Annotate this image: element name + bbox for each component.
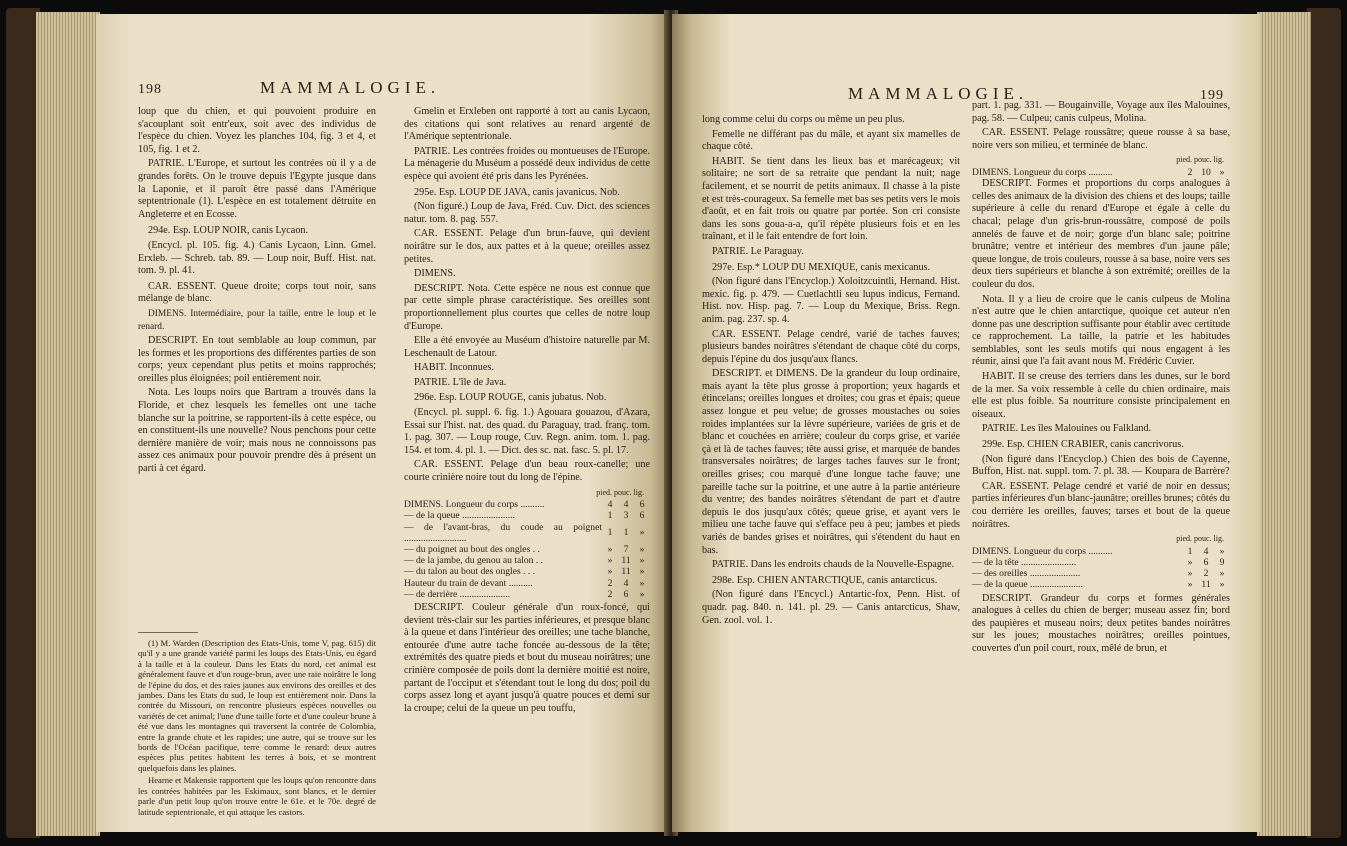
dimension-label: — de la queue ...................... <box>972 579 1083 591</box>
left-page <box>96 14 668 832</box>
dimension-value: 11 <box>621 555 631 567</box>
dimension-value: 3 <box>623 510 629 522</box>
car-essent: CAR. ESSENT. Pelage d'un beau roux-canelle; une courte crinière noire tout du long de l'épine. <box>404 459 650 484</box>
left-column-1 <box>138 106 376 478</box>
car-essent: CAR. ESSENT. Pelage roussâtre; queue rousse à sa base, noire vers son milieu, et terminée de blanc. <box>972 127 1230 151</box>
page-number: 198 <box>138 82 162 97</box>
running-title: MAMMALOGIE. <box>848 84 1029 103</box>
description: DESCRIPT. Couleur générale d'un roux-foncé, qui devient très-clair sur les parties inférieures, et presque blanc à la queue et dans l'intérieur des oreilles; une tache blanche, entourée d'une autre tache foncée au-dessous de la tête; extrémités des quatre pieds et bout du museau noirâtres; une crinière composée de poils dont la dernière moitié est noire, partant de l'occiput et s'étendant tout le long du dos; poil du corps assez long et ayant jusqu'à quatre pouces et demi sur la croupe; celui de la queue un peu touffu, <box>404 602 650 714</box>
car-essent: CAR. ESSENT. Pelage cendré, varié de taches fauves; plusieurs bandes noirâtres s'étendant de chaque côté du corps, depuis l'épine du dos jusqu'aux flancs. <box>702 328 960 365</box>
table-row <box>972 167 1230 178</box>
page-number: 199 <box>1200 88 1224 103</box>
description: DESCRIPT. En tout semblable au loup commun, par les formes et les proportions des différentes parties de son corps; yeux cependant plus petits et moins rapprochés; oreilles plus éloignées; poil entièrement noir. <box>138 335 376 384</box>
paragraph: part. 1. pag. 331. — Bougainville, Voyage aux îles Malouines, pag. 58. — Culpeu; canis culpeus, Molina. <box>972 100 1230 124</box>
patrie-paragraph: PATRIE. Les îles Malouines ou Falkland. <box>982 423 1152 435</box>
dimension-value: 11 <box>1201 579 1211 591</box>
units-header: pied. pouc. lig. <box>1176 534 1224 544</box>
dimension-value: » <box>639 527 645 539</box>
dimension-label: DIMENS. Longueur du corps .......... <box>972 545 1113 557</box>
dimens: DIMENS. Intermédiaire, pour la taille, entre le loup et le renard. <box>138 308 376 332</box>
right-column-2 <box>972 100 1230 658</box>
species-heading: 298e. Esp. CHIEN ANTARCTIQUE, canis antarcticus. <box>712 574 938 586</box>
species-references: (Non figuré dans l'Encyclop.) Xoloitzcuintli, Hernand. Hist. mexic. fig. p. 479. — Cuetlachtli seu lupus indicus, Fernand. Hist. nov. Hisp. pag. 7. — Loup du Mexique, Briss. Regn. anim. pag. 237. sp. 4. <box>702 276 960 325</box>
dimension-value: » <box>1187 568 1193 580</box>
dimension-value: » <box>607 544 613 556</box>
description: DESCRIPT. Nota. Cette espèce ne nous est connue que par cette simple phrase caractéristique. Ses oreilles sont proportionnellement plus courtes que celles de notre loup d'Europe. <box>404 282 650 332</box>
dimension-value: 1 <box>1187 545 1193 557</box>
table-row <box>404 499 650 510</box>
patrie-paragraph: PATRIE. L'île de Java. <box>414 376 507 388</box>
page-edges-right <box>1257 12 1311 836</box>
species-references: (Non figuré.) Loup de Java, Fréd. Cuv. Dict. des sciences natur. tom. 8. pag. 557. <box>404 201 650 225</box>
dimension-value: 9 <box>1219 557 1225 568</box>
table-row <box>404 578 650 589</box>
dimension-value: » <box>1219 568 1225 580</box>
description: DESCRIPT. Formes et proportions du corps analogues à celles des animaux de la division des chiens et des loups; taille supérieure à celle du renard d'Europe et égale à celle du chacal; pelage d'un gris-brun-roussâtre, composé de poils annelés de fauve et de noir; gorge d'un blanc sale; poitrine brunâtre; ventre et intérieur des membres d'un jaune pâle; queue longue, de trois couleurs, rousse à sa base, noire vers ses deux tiers supérieurs et blanche à son extrémité; oreilles de la couleur du dos. <box>972 178 1230 290</box>
dimension-value: » <box>607 555 613 567</box>
paragraph: loup que du chien, et qui pouvoient produire en s'acouplant soit entr'eux, soit avec des individus de l'espèce du chien. Voyez les planches 104, fig. 3 et 4, et 105, fig. 1 et 2. <box>138 106 376 155</box>
dimension-label: — du poignet au bout des ongles . . <box>404 544 540 556</box>
dimension-label: — des oreilles ..................... <box>972 568 1081 580</box>
dimension-value: » <box>607 566 613 578</box>
dimension-label: — du talon au bout des ongles . . . <box>404 566 536 578</box>
table-row <box>404 589 650 600</box>
dimension-value: » <box>639 577 645 589</box>
dimension-label: DIMENS. Longueur du corps .......... <box>404 499 545 511</box>
species-references: (Non figuré dans l'Encyclop.) Chien des bois de Cayenne, Buffon, Hist. nat. suppl. tom. 7. pl. 38. — Koupara de Barrère? <box>972 453 1230 478</box>
dimension-value: » <box>1219 579 1225 591</box>
units-header: pied. pouc. lig. <box>1176 155 1224 165</box>
dimension-value: 1 <box>607 527 613 539</box>
dimension-label: — de la tête ....................... <box>972 557 1077 568</box>
footnote <box>138 638 376 819</box>
patrie-paragraph: PATRIE. Les contrées froides ou montueuses de l'Europe. La ménagerie du Muséum a possédé deux individus de cette espèce qui avoient été pris dans les Pyrénées. <box>404 145 650 182</box>
footnote-text-2: Hearne et Makensie rapportent que les loups qu'on rencontre dans les contrées habitées par les Eskimaux, sont blancs, et le dernier parle d'un petit loup qu'on trouve entre le 61e. et le 70e. degré de latitude septentrionale, et qui attaque les castors. <box>138 775 376 817</box>
dimension-value: » <box>639 566 645 578</box>
dimension-value: » <box>1219 545 1225 557</box>
dimension-value: » <box>1187 579 1193 591</box>
description: DESCRIPT. et DIMENS. De la grandeur du loup ordinaire, mais ayant la tête plus grosse à proportion; yeux hagards et étincelans; oreilles longues et droites; cou gras et épais; queue assez longue et peu velue; de grosses moustaches ou soies roides implantées sur la lèvre supérieure, variées de gris et de blanc et couchées en arrière; couleur du corps grise, et variée çà et là de taches fauves; tête aussi grise, et marquée de bandes transversales noirâtres; de larges taches fauves sur le front; oreilles grises; cou marqué d'une longue tache fauve; une pareille tache sur la poitrine, et une autre à la partie antérieure du ventre; des bandes noirâtres s'étendant de part et d'autre depuis le dos jusqu'aux côtés; queue grise, et ayant vers le milieu une tache fauve qui s'efface peu à peu; jambes et pieds variés de bandes grises et noirâtres, qui s'étendent du haut en bas. <box>702 368 960 556</box>
dimension-value: » <box>639 544 645 556</box>
paragraph: long comme celui du corps ou même un peu plus. <box>702 114 905 125</box>
description: DESCRIPT. Grandeur du corps et formes générales analogues à celles du chien de berger; museau assez fin; bord des paupières et museau noirs; deux petites bandes noirâtres sur les joues; moustaches noirâtres; oreilles pointues, couvertes d'un poil court, roux, mêlé de brun, et <box>972 592 1230 654</box>
table-row <box>404 522 650 544</box>
page-edges-left <box>36 12 100 836</box>
car-essent: CAR. ESSENT. Queue droite; corps tout noir, sans mélange de blanc. <box>138 280 376 305</box>
species-heading: 294e. Esp. LOUP NOIR, canis Lycaon. <box>148 225 309 237</box>
dimensions-table <box>972 167 1230 178</box>
paragraph: Gmelin et Erxleben ont rapporté à tort au canis Lycaon, des citations qui sont relatives au renard argenté de l'Amérique septentrionale. <box>404 106 650 143</box>
table-row <box>972 557 1230 568</box>
dimension-value: » <box>639 555 645 567</box>
footnote-rule <box>138 632 198 633</box>
table-row <box>972 546 1230 557</box>
running-title: MAMMALOGIE. <box>260 78 441 97</box>
book-cover-left <box>6 8 40 838</box>
dimension-value: 4 <box>1203 545 1209 557</box>
dimension-value: 11 <box>621 566 631 578</box>
dimension-label: DIMENS. Longueur du corps .......... <box>972 166 1113 178</box>
species-references: (Non figuré dans l'Encycl.) Antartic-fox, Penn. Hist. of quadr. pag. 840. n. 141. pl. 29. — Canis antarcticus, Shaw, Gen. zool. vol. 1. <box>702 589 960 626</box>
dimension-value: 7 <box>623 544 629 556</box>
patrie-paragraph: PATRIE. L'Europe, et surtout les contrées où il y a de grandes forêts. On le trouve depuis l'Egypte jusque dans la Laponie, et il paroît être passé dans l'Amérique septentrionale (1). L'espèce en est totalement détruite en Angleterre et en Ecosse. <box>138 158 376 220</box>
habit: HABIT. Se tient dans les lieux bas et marécageux; vit solitaire; ne sort de sa retraite que pendant la nuit; nage facilement, et se nourrit de petits animaux. Il chasse à la piste et est très-courageux. Sa femelle met bas ses petits vers le mois d'août, et en fait trois ou quatre par portée. Son cri consiste dans les sons goua-a-a, qu'il répète plusieurs fois et en les traînant, et il le fait entendre de fort loin. <box>702 155 961 243</box>
nota: Nota. Les loups noirs que Bartram a trouvés dans la Floride, et chez lesquels les femelles ont une tache blanche sur la poitrine, se rapportent-ils à cette espèce, ou en constituent-ils une nouvelle? Nous penchons pour cette dernière manière de voir; mais nous ne connoissons pas assez ces animaux pour pouvoir prendre dès à présent un parti à cet égard. <box>138 387 376 475</box>
patrie-paragraph: PATRIE. Le Paraguay. <box>712 245 804 257</box>
book-cover-right <box>1307 8 1341 838</box>
dimension-value: » <box>1219 166 1225 178</box>
car-essent: CAR. ESSENT. Pelage d'un brun-fauve, qui devient noirâtre sur le dos, aux pattes et à la queue; oreilles assez petites. <box>404 228 650 265</box>
table-row <box>972 568 1230 579</box>
paragraph: Elle a été envoyée au Muséum d'histoire naturelle par M. Leschenault de Latour. <box>404 335 650 359</box>
units-header: pied. pouc. lig. <box>596 487 644 497</box>
table-row <box>404 566 650 577</box>
species-heading: 295e. Esp. LOUP DE JAVA, canis javanicus. Nob. <box>414 186 620 198</box>
dimension-value: 2 <box>607 588 613 600</box>
habit: HABIT. Il se creuse des terriers dans les dunes, sur le bord de la mer. Sa voix ressemble à celle du chien ordinaire, mais elle est plus foible. Sa nourriture consiste principalement en oiseaux. <box>972 371 1230 420</box>
table-row <box>404 510 650 521</box>
dimension-value: » <box>639 588 645 600</box>
dimension-value: 4 <box>623 499 629 511</box>
species-heading: 296e. Esp. LOUP ROUGE, canis jubatus. Nob. <box>414 392 607 404</box>
table-row <box>404 544 650 555</box>
dimension-label: Hauteur du train de devant .......... <box>404 577 533 589</box>
car-essent: CAR. ESSENT. Pelage cendré et varié de noir en dessus; parties inférieures d'un blanc-jaunâtre; oreilles brunes; côtés du cou derrière les oreilles, fauves; tarses et bout de la queue noirâtres. <box>972 480 1230 530</box>
dimension-value: 6 <box>639 499 645 511</box>
dimension-value: 1 <box>607 510 613 522</box>
dimension-value: 6 <box>1203 557 1209 568</box>
habit: HABIT. Inconnues. <box>414 362 494 374</box>
dimension-value: 4 <box>623 577 629 589</box>
dimensions-table <box>972 546 1230 591</box>
dimension-value: 10 <box>1201 166 1211 178</box>
table-row <box>972 579 1230 590</box>
dimension-label: — de la queue ...................... <box>404 510 515 522</box>
dimension-label: — de l'avant-bras, du coude au poignet .......................... <box>404 521 602 544</box>
species-heading: 297e. Esp.* LOUP DU MEXIQUE, canis mexicanus. <box>712 261 931 273</box>
dimensions-table <box>404 499 650 600</box>
right-column-1 <box>702 114 960 629</box>
species-heading: 299e. Esp. CHIEN CRABIER, canis cancrivorus. <box>982 439 1184 451</box>
nota: Nota. Il y a lieu de croire que le canis culpeus de Molina n'est autre que le chien antarctique, quoique cet auteur n'en donne pas une description suffisante pour établir avec certitude ce rapprochement. La taille, la patrie et les habitudes semblables, sont les seuls motifs qui nous engagent à les réunir, ainsi que l'a fait avant nous M. Frédéric Cuvier. <box>972 293 1230 368</box>
dimension-value: 6 <box>639 510 645 522</box>
patrie-paragraph: PATRIE. Dans les endroits chauds de la Nouvelle-Espagne. <box>712 559 955 571</box>
dimension-label: — de derrière ..................... <box>404 588 511 600</box>
footnote-text: (1) M. Warden (Description des Etats-Unis, tome V, pag. 615) dit qu'il y a une grande variété parmi les loups des Etats-Unis, eu égard à la taille et à la couleur. Dans les Etats du nord, cet animal est généralement fauve et d'un rouge-brun, avec une raie noirâtre le long de l'épine du dos, et des raies jaunes aux environs des oreilles et des jambes. Dans les Etats du sud, le loup est entièrement noir. Dans la contrée du Missouri, on rencontre plusieurs espèces nouvelles ou variétés de cet animal; l'une d'une taille forte et d'une couleur brune à été vue dans les montagnes qui traversent la contrée de Colombia, entre la grande chute et les rapides; une autre, qui se trouve sur les bords de l'Océan pacifique, terre comme le renard: deux autres espèces plus petites habitent les terres à bois, et se montrent quelquefois dans les plaines. <box>138 638 377 773</box>
dimension-value: 1 <box>623 527 629 539</box>
dimension-value: » <box>1187 557 1193 568</box>
dimension-value: 2 <box>607 577 613 589</box>
dimension-label: — de la jambe, du genou au talon . . <box>404 555 544 567</box>
species-references: (Encycl. pl. 105. fig. 4.) Canis Lycaon, Linn. Gmel. Erxleb. — Schreb. tab. 89. — Loup noir, Buff. Hist. nat. tom. 9. pl. 41. <box>138 239 376 277</box>
table-row <box>404 555 650 566</box>
paragraph: Femelle ne différant pas du mâle, et ayant six mamelles de chaque côté. <box>702 128 960 153</box>
right-page <box>672 14 1260 832</box>
left-column-2 <box>404 106 650 717</box>
dimension-value: 6 <box>623 588 629 600</box>
species-references: (Encycl. pl. suppl. 6. fig. 1.) Agouara gouazou, d'Azara, Essai sur l'hist. nat. des quad. du Paraguay, trad. franç. tom. 1. pag. 307. — Loup rouge, Cuv. Regn. anim. tom. 1. pag. 154. et tom. 4. pl. 1. — Dict. des sc. nat. fasc. 5. pl. 17. <box>404 407 650 456</box>
dimension-value: 2 <box>1203 568 1209 580</box>
dimension-value: 2 <box>1187 166 1193 178</box>
dimension-value: 4 <box>607 499 613 511</box>
dimens: DIMENS. <box>414 268 456 280</box>
